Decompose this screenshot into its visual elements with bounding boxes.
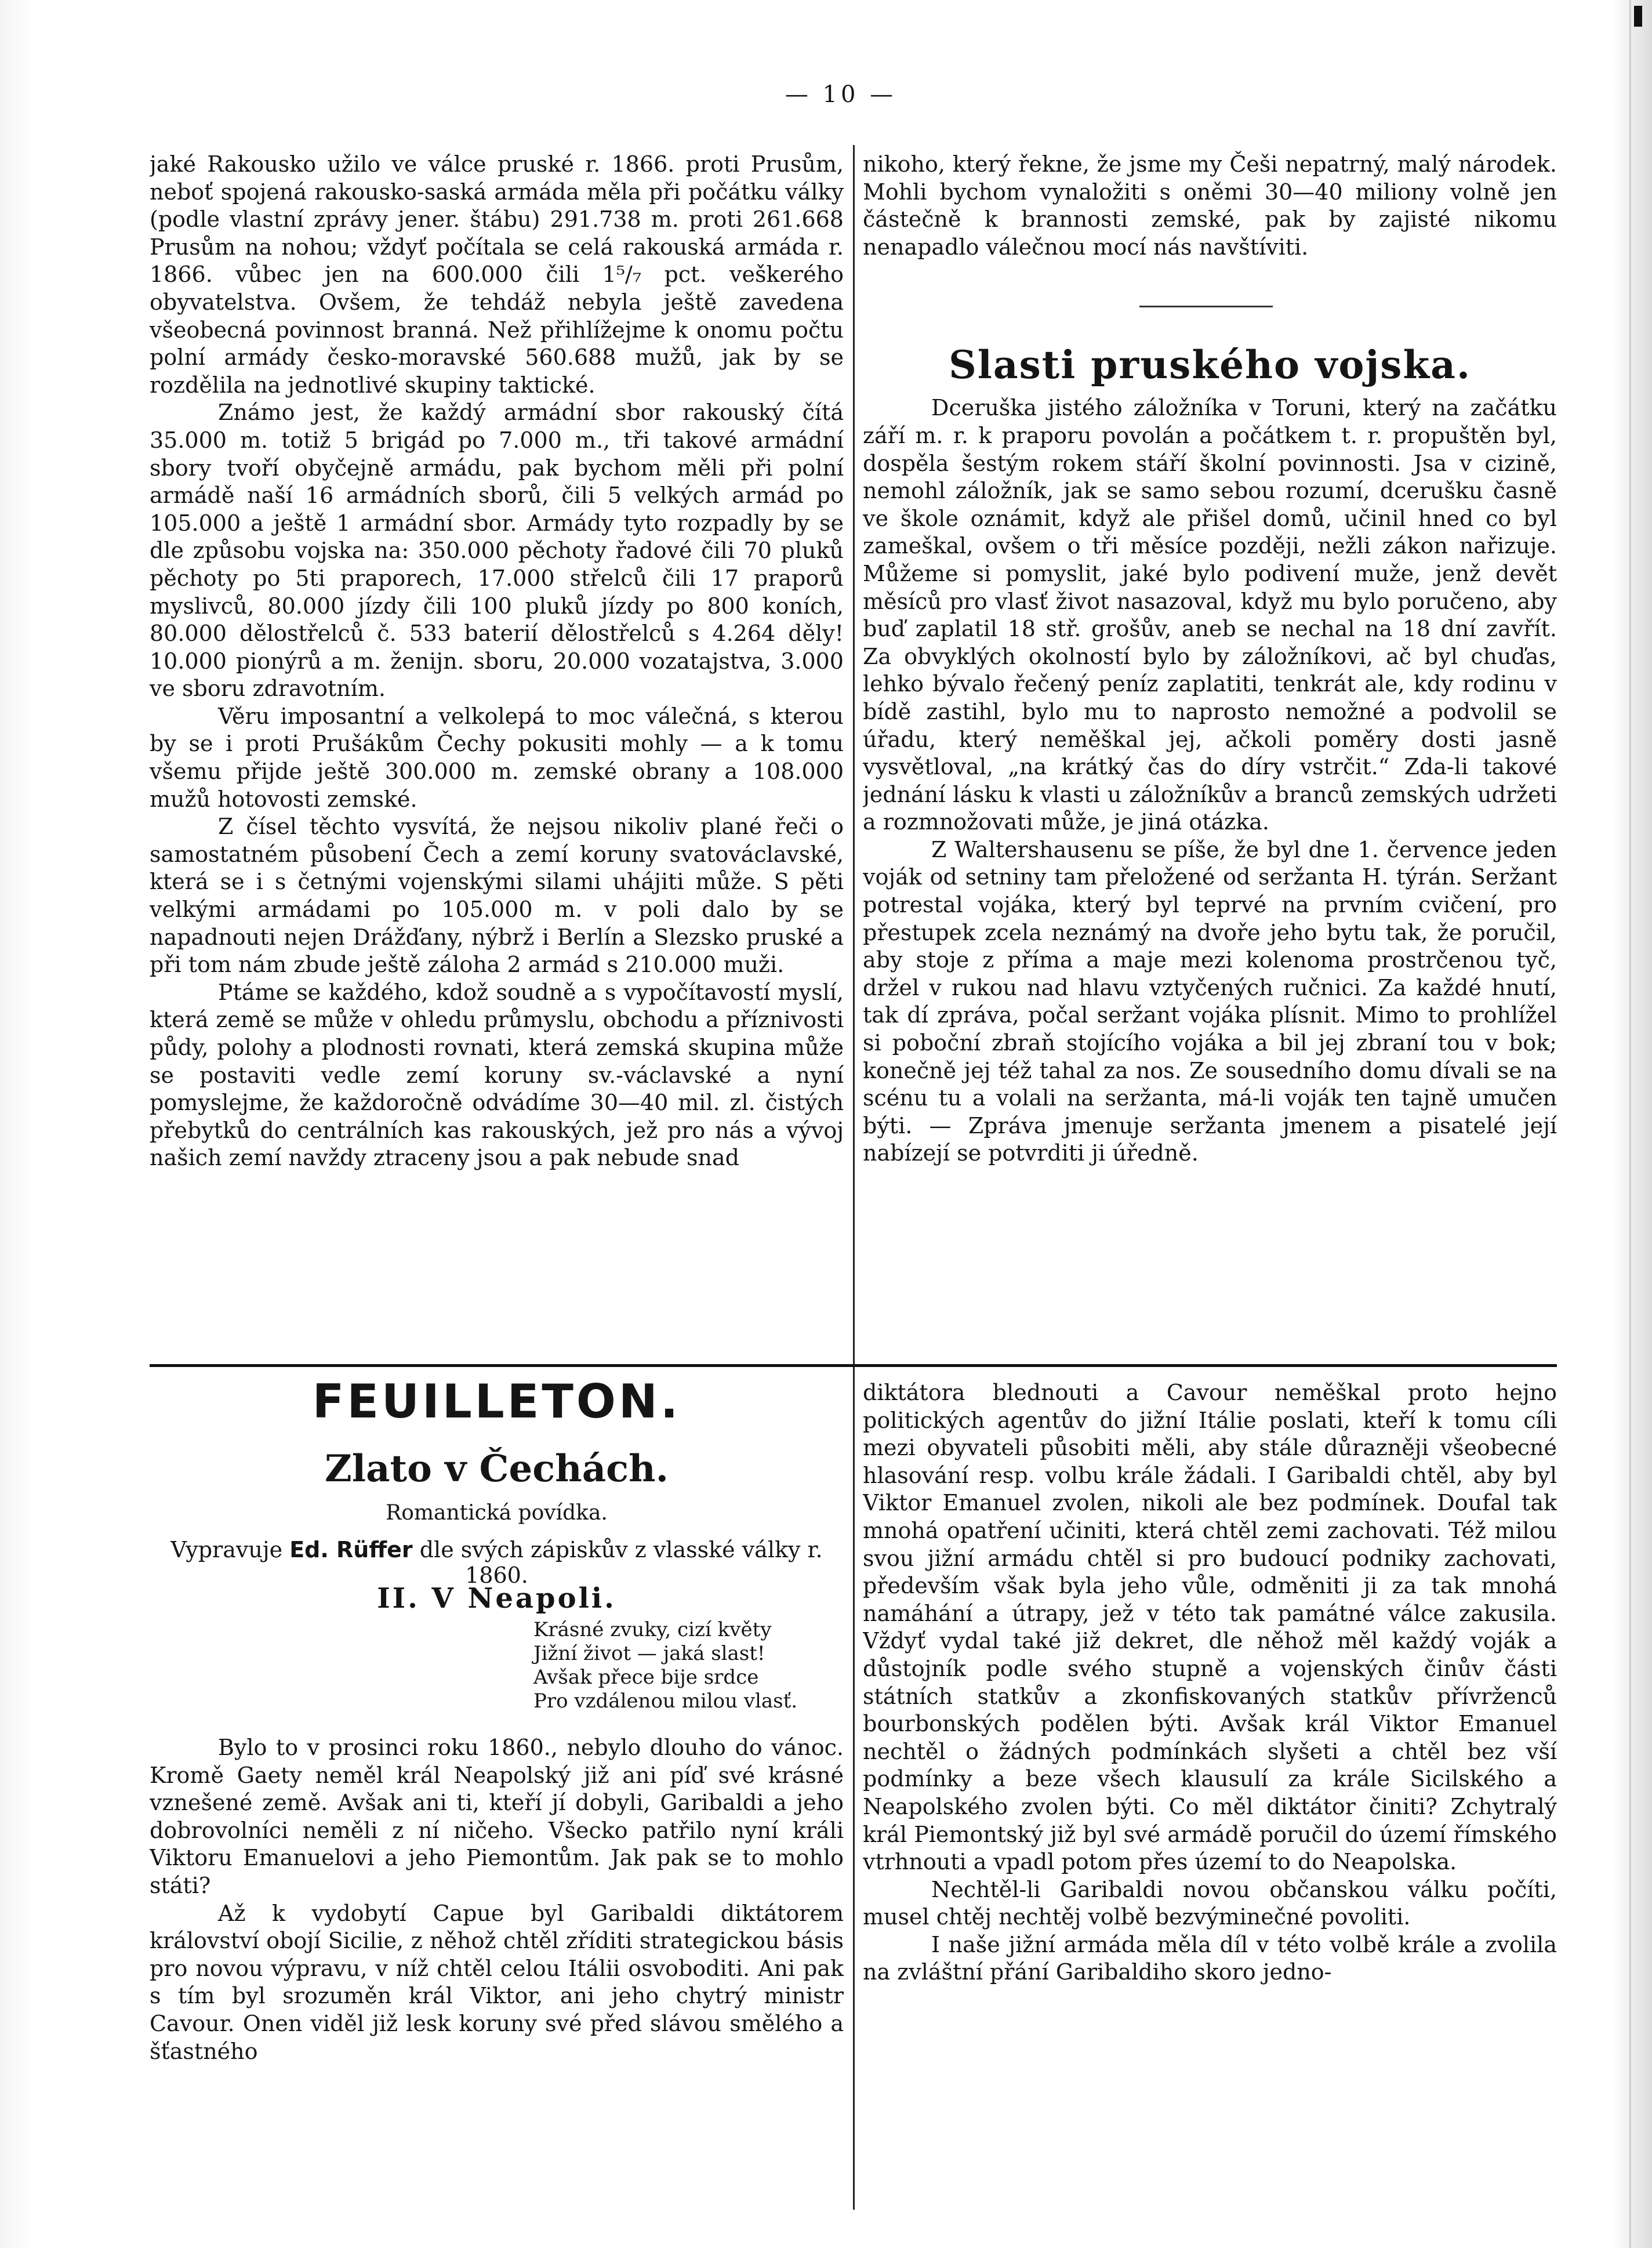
right-column-article: [863, 151, 1557, 1337]
story-paragraph: diktátora blednouti a Cavour neměškal proto hejno politických agentův do jižní Itálie poslati, kteří k tomu cíli mezi obyvateli působiti měli, aby stále důrazněji všeobecné hlasování resp. volbu krále žádali. I Garibaldi chtěl, aby byl Viktor Emanuel zvolen, nikoli ale bez podmínek. Doufal tak mnohá opatření učiniti, která chtěl zemi zachovati. Též milou svou jižní armádu chtěl si pro budoucí podniky zachovati, především však byla jeho vůle, odměniti ji za tak mnohá namáhání a útrapy, jež v této tak památné válce zakusila. Vždyť vydal také již dekret, dle něhož měl každý voják a důstojník podle svého stupně a vojenských činův části státních statkův a zkonfiskovaných statkův přívrženců bourbonských podělen býti. Avšak král Viktor Emanuel nechtěl o žádných podmínkách slyšeti a chtěl bez vší podmínky a beze všech klausulí za krále Sicilského a Neapolského zvolen býti. Co měl diktátor činiti? Zchytralý král Piemontský již byl své armádě poručil do území římského vtrhnouti a vpadl potom přes území to do Neapolska.: [863, 1380, 1557, 1875]
scan-edge: [1629, 0, 1631, 2248]
poem-line: Jižní život — jaká slast!: [533, 1642, 765, 1665]
article-paragraph: Dceruška jistého záložníka v Toruni, který na začátku září m. r. k praporu povolán a počátkem t. r. propuštěn byl, dospěla šestým rokem stáří školní povinnosti. Jsa v cizině, nemohl záložník, jak se samo sebou rozumí, dcerušku časně ve škole oznámit, když ale přišel domů, učinil hned co byl zameškal, ovšem o tři měsíce později, nežli zákon nařizuje. Můžeme si pomyslit, jaké bylo podivení muže, jenž devět měsíců pro vlasť život nasazoval, když mu bylo poručeno, aby buď zaplatil 18 stř. grošův, aneb se nechal na 18 dní zavřít. Za obvyklých okolností bylo by záložníkovi, ač byl chuďas, lehko bývalo řečený peníz zaplatiti, tenkrát ale, kdy rodinu v bídě zastihl, bylo mu to naprosto nemožné a podvolil se úřadu, který neměškal jej, ačkoli poměry dosti jasně vysvětloval, „na krátký čas do díry vstrčit.“ Zda-li takové jednání lásku k vlasti u záložníkův a branců zemských udržeti a rozmnožovati může, je jiná otázka.: [863, 395, 1557, 835]
section-separator: [1139, 306, 1273, 307]
article-paragraph: jaké Rakousko užilo ve válce pruské r. 1866. proti Prusům, neboť spojená rakousko-saská armáda měla při počátku války (podle vlastní zprávy jener. štábu) 291.738 m. proti 261.668 Prusům na nohou; vždyť počítala se celá rakouská armáda r. 1866. vůbec jen na 600.000 čili 1⁵/₇ pct. veškerého obyvatelstva. Ovšem, že tehdáž nebyla ještě zavedena všeobecná povinnost branná. Než přihlížejme k onomu počtu polní armády česko-moravské 560.688 mužů, jak by se rozdělila na jednotlivé skupiny taktické.: [150, 151, 844, 398]
story-byline: [150, 1537, 844, 1588]
story-paragraph: Nechtěl-li Garibaldi novou občanskou válku počíti, musel chtěj nechtěj volbě bezvýminečné povoliti.: [863, 1876, 1557, 1930]
article-paragraph: Z čísel těchto vysvítá, že nejsou nikoliv plané řeči o samostatném působení Čech a zemí koruny svatováclavské, která se i s četnými vojenskými silami uhájiti může. S pěti velkými armádami po 105.000 m. v poli dalo by se napadnouti nejen Drážďany, nýbrž i Berlín a Slezsko pruské a při tom nám zbude ještě záloha 2 armád s 210.000 muži.: [150, 814, 844, 978]
feuilleton-right-column: [863, 1379, 1557, 2210]
article-paragraph: Ptáme se každého, kdož soudně a s vypočítavostí myslí, která země se může v ohledu průmyslu, obchodu a příznivosti půdy, polohy a plodnosti rovnati, která zemská skupina může se postaviti vedle zemí koruny sv.-václavské a nyní pomyslejme, že každoročně odvádíme 30—40 mil. zl. čistých přebytků do centrálních kas rakouských, jež pro nás a vývoj našich zemí navždy ztraceny jsou a pak nebude snad: [150, 979, 844, 1171]
column-divider: [853, 145, 855, 2210]
story-author: Ed. Rüffer: [289, 1537, 413, 1562]
section-heading: II. V Neapoli.: [377, 1582, 616, 1615]
story-paragraph: Až k vydobytí Capue byl Garibaldi diktátorem království obojí Sicilie, z něhož chtěl zříditi strategickou básis pro novou výpravu, v níž chtěl celou Itálii osvoboditi. Ani pak s tím byl srozuměn král Viktor, ani jeho chytrý ministr Cavour. Onen viděl již lesk koruny své před slávou smělého a šťastného: [150, 1900, 844, 2064]
poem-line: Krásné zvuky, cizí květy: [533, 1618, 772, 1641]
story-paragraph: I naše jižní armáda měla díl v této volbě krále a zvolila na zvláštní přání Garibaldiho skoro jedno-: [863, 1931, 1557, 1985]
poem-line: Avšak přece bije srdce: [533, 1666, 759, 1689]
article-paragraph: Z Waltershausenu se píše, že byl dne 1. července jeden voják od setniny tam přeložené od seržanta H. týrán. Seržant potrestal vojáka, který byl teprvé na prvním cvičení, pro přestupek zcela neznámý na dvoře jeho bytu tak, že poručil, aby stoje z přímа a maje mezi kolenoma prostrčenou tyč, držel v rukou nad hlavu vztyčených ručnici. Za každé hnutí, tak dí zpráva, počal seržant vojáka plísnit. Mimo to prohlížel si poboční zbraň stojícího vojáka a bil jej zbraní tou v bok; konečně jej též tahal za nos. Ze sousedního domu dívali se na scénu tu a volali na seržanta, má-li voják ten tajně umučen býti. — Zpráva jmenuje seržanta jmenem a pisatelé její nabízejí se potvrditi ji úředně.: [863, 836, 1557, 1166]
article-title: Slasti pruského vojska.: [949, 342, 1471, 387]
byline-prefix: Vypravuje: [170, 1537, 283, 1562]
story-subtitle: Romantická povídka.: [386, 1501, 608, 1525]
article-paragraph: Věru imposantní a velkolepá to moc válečná, s kterou by se i proti Prušákům Čechy pokusiti mohly — a k tomu všemu přijde ještě 300.000 m. zemské obrany a 108.000 mužů hotovosti zemské.: [150, 703, 844, 812]
left-column-article: [150, 151, 844, 1348]
feuilleton-heading: FEUILLETON.: [312, 1375, 681, 1428]
feuilleton-left-column: [150, 1734, 844, 2210]
byline-suffix: dle svých zápiskův z vlasské války r. 1860.: [419, 1537, 823, 1588]
article-paragraph: nikoho, který řekne, že jsme my Češi nepatrný, malý národek. Mohli bychom vynaložiti s oněmi 30—40 miliony volně jen částečně k brannosti zemské, pak by zajisté nikomu nenapadlo válečnou mocí nás navštíviti.: [863, 151, 1557, 260]
scan-edge-mark: [1634, 6, 1642, 27]
story-paragraph: Bylo to v prosinci roku 1860., nebylo dlouho do vánoc. Kromě Gaety neměl král Neapolský již ani píď své krásné vznešené země. Avšak ani ti, kteří jí dobyli, Garibaldi a jeho dobrovolníci neměli z ní ničeho. Všecko patřilo nyní králi Viktoru Emanuelovi a jeho Piemontům. Jak pak se to mohlo státi?: [150, 1735, 844, 1898]
feuilleton-rule: [150, 1364, 1557, 1367]
poem-line: Pro vzdálenou milou vlasť.: [533, 1689, 798, 1713]
page-number: — 10 —: [785, 81, 897, 108]
poem: [533, 1618, 835, 1713]
article-paragraph: Známo jest, že každý armádní sbor rakouský čítá 35.000 m. totiž 5 brigád po 7.000 m., tři takové armádní sbory tvoří obyčejně armádu, pak bychom měli při polní armádě naší 16 armádních sborů, čili 5 velkých armád po 105.000 a ještě 1 armádní sbor. Armády tyto rozpadly by se dle způsobu vojska na: 350.000 pěchoty řadové čili 70 pluků pěchoty po 5ti praporech, 17.000 střelců čili 17 praporů myslivců, 80.000 jízdy čili 100 pluků jízdy po 800 koních, 80.000 dělostřelců č. 533 baterií dělostřelců s 4.264 děly! 10.000 pionýrů a m. ženijn. sboru, 20.000 vozatajstva, 3.000 ve sboru zdravotním.: [150, 400, 844, 702]
story-title: Zlato v Čechách.: [325, 1447, 669, 1491]
